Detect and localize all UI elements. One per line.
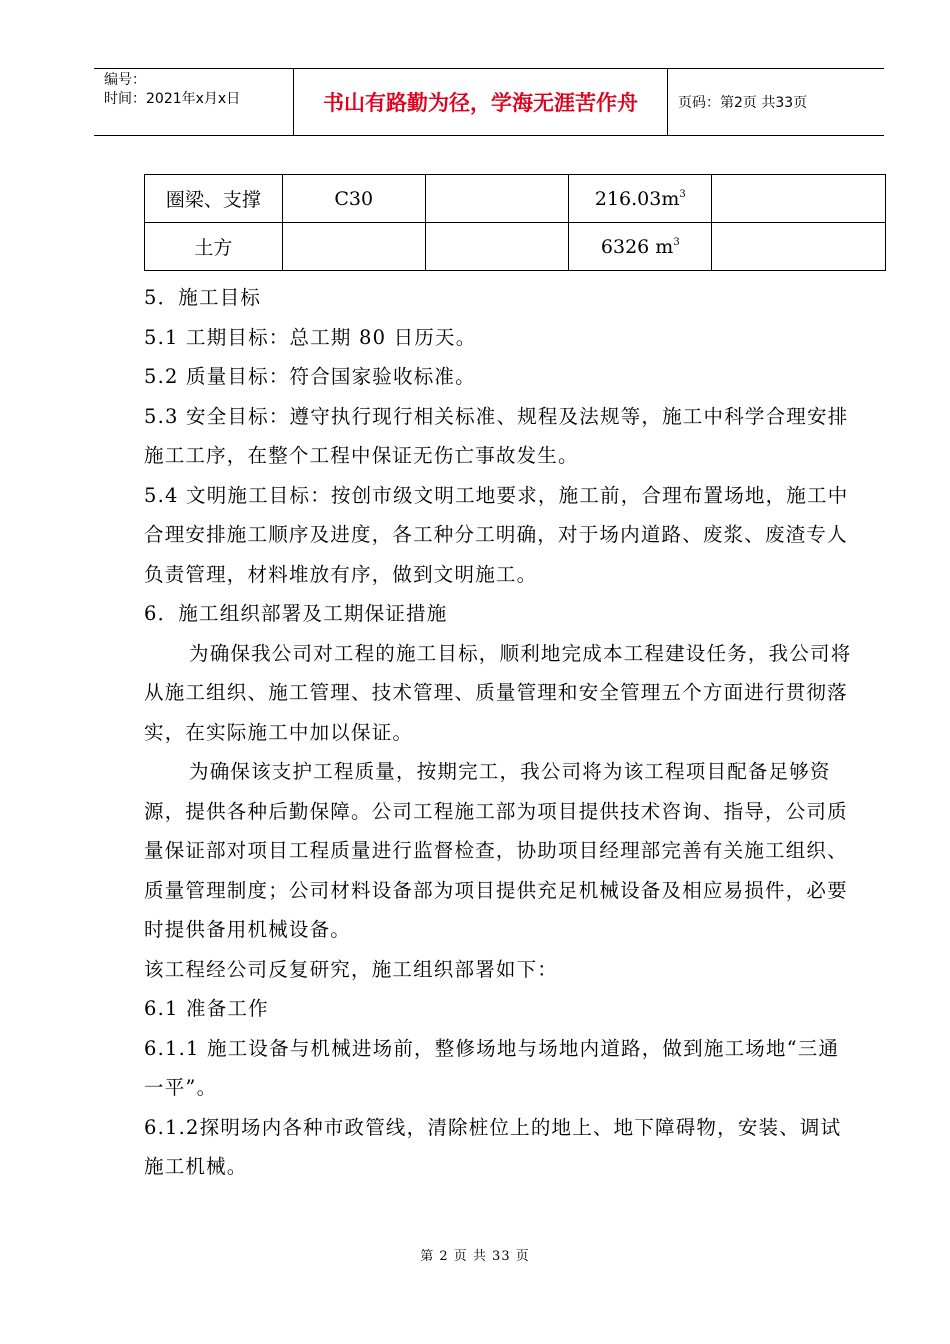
table-row: [145, 223, 886, 271]
page-footer: 第 2 页 共 33 页: [420, 1249, 530, 1264]
header-page-number: 页码：第2页 共33页: [678, 95, 808, 111]
quantity-value: 216.03m: [594, 187, 680, 210]
table-cell: C30: [282, 175, 425, 223]
paragraph: 5.1 工期目标：总工期 80 日历天。: [144, 325, 477, 349]
document-body: [144, 278, 856, 1187]
header-time: 时间：2021年x月x日: [104, 91, 241, 107]
table-cell: [712, 223, 886, 271]
paragraph: 为确保该支护工程质量，按期完工，我公司将为该工程项目配备足够资源，提供各种后勤保障。公司工程施工部为项目提供技术咨询、指导，公司质量保证部对项目工程质量进行监督检查，协助项目经理部完善有关施工组织、质量管理制度；公司材料设备部为项目提供充足机械设备及相应易损件，必要时提供备用机械设备。: [144, 760, 848, 941]
header-motto: 书山有路勤为径，学海无涯苦作舟: [294, 69, 668, 135]
paragraph: 5.4 文明施工目标：按创市级文明工地要求，施工前，合理布置场地，施工中合理安排施工顺序及进度，各工种分工明确，对于场内道路、废浆、废渣专人负责管理，材料堆放有序，做到文明施工。: [144, 483, 849, 586]
table-cell: [712, 175, 886, 223]
table-cell: [425, 175, 569, 223]
header-meta: [94, 69, 294, 135]
table-row: [145, 175, 886, 223]
table-cell: [425, 223, 569, 271]
paragraph: 6.1.1 施工设备与机械进场前，整修场地与场地内道路，做到施工场地“三通一平”。: [144, 1036, 840, 1099]
header-code: 编号：: [104, 72, 146, 88]
table-cell: [569, 223, 712, 271]
section-heading: 6．施工组织部署及工期保证措施: [144, 602, 448, 625]
page-header: [94, 68, 884, 136]
unit-superscript: 3: [679, 188, 686, 200]
table-cell: 圈梁、支撑: [145, 175, 283, 223]
paragraph: 6.1.2探明场内各种市政管线，清除桩位上的地上、地下障碍物，安装、调试施工机械。: [144, 1115, 842, 1178]
section-heading: 5．施工目标: [144, 286, 262, 309]
paragraph: 5.3 安全目标：遵守执行现行相关标准、规程及法规等，施工中科学合理安排施工工序，在整个工程中保证无伤亡事故发生。: [144, 404, 849, 467]
quantity-value: 6326 m: [600, 235, 674, 258]
quantity-table: [144, 174, 886, 271]
table-cell: [569, 175, 712, 223]
unit-superscript: 3: [673, 236, 680, 248]
paragraph: 为确保我公司对工程的施工目标，顺利地完成本工程建设任务，我公司将从施工组织、施工管理、技术管理、质量管理和安全管理五个方面进行贯彻落实，在实际施工中加以保证。: [144, 641, 852, 744]
table-cell: [282, 223, 425, 271]
subsection-heading: 6.1 准备工作: [144, 997, 269, 1020]
paragraph: 该工程经公司反复研究，施工组织部署如下：: [144, 957, 559, 981]
table-cell: 土方: [145, 223, 283, 271]
paragraph: 5.2 质量目标：符合国家验收标准。: [144, 365, 476, 388]
